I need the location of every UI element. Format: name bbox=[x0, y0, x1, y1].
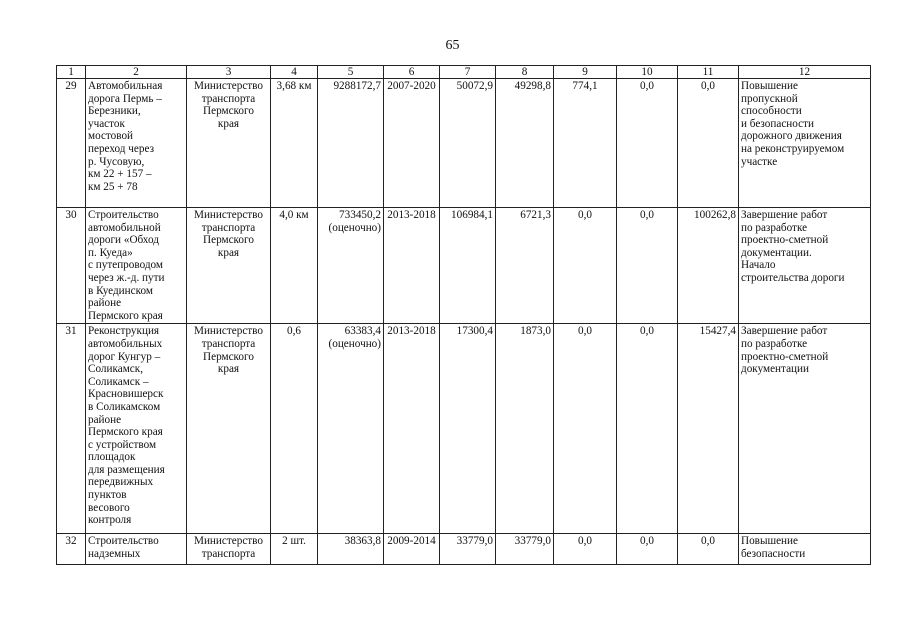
estimated-cost: 38363,8 bbox=[318, 534, 384, 565]
value-col8: 49298,8 bbox=[496, 79, 554, 208]
object-name: Автомобильная дорога Пермь – Березники, участок мостовой переход через р. Чусовую, км 22 + 157 – км 25 + 78 bbox=[86, 79, 187, 208]
value-col10: 0,0 bbox=[617, 79, 678, 208]
value-col8: 6721,3 bbox=[496, 208, 554, 324]
value-col7: 50072,9 bbox=[440, 79, 496, 208]
value-col11: 0,0 bbox=[678, 534, 739, 565]
value-col9: 774,1 bbox=[554, 79, 617, 208]
value-col11: 15427,4 bbox=[678, 324, 739, 534]
estimated-cost: 63383,4 (оценочно) bbox=[318, 324, 384, 534]
value-col10: 0,0 bbox=[617, 208, 678, 324]
object-name: Строительство автомобильной дороги «Обход п. Куеда» с путепроводом через ж.-д. пути в Куединском районе Пермского края bbox=[86, 208, 187, 324]
object-name: Строительство надземных bbox=[86, 534, 187, 565]
column-number: 7 bbox=[440, 66, 496, 79]
object-name: Реконструкция автомобильных дорог Кунгур – Соликамск, Соликамск – Красновишерск в Соликамском районе Пермского края с устройством площадок для размещения передвижных пунктов весового контроля bbox=[86, 324, 187, 534]
capacity: 3,68 км bbox=[271, 79, 318, 208]
column-number: 6 bbox=[384, 66, 440, 79]
table-row bbox=[57, 208, 871, 324]
estimated-cost: 9288172,7 bbox=[318, 79, 384, 208]
period: 2009-2014 bbox=[384, 534, 440, 565]
responsible-agency: Министерство транспорта Пермского края bbox=[187, 79, 271, 208]
expected-result: Повышение безопасности bbox=[739, 534, 871, 565]
column-number: 9 bbox=[554, 66, 617, 79]
capacity: 2 шт. bbox=[271, 534, 318, 565]
column-number: 8 bbox=[496, 66, 554, 79]
investment-table bbox=[56, 65, 871, 565]
responsible-agency: Министерство транспорта bbox=[187, 534, 271, 565]
period: 2007-2020 bbox=[384, 79, 440, 208]
value-col9: 0,0 bbox=[554, 324, 617, 534]
column-number: 2 bbox=[86, 66, 187, 79]
expected-result: Завершение работ по разработке проектно-сметной документации bbox=[739, 324, 871, 534]
column-number: 3 bbox=[187, 66, 271, 79]
column-number: 5 bbox=[318, 66, 384, 79]
responsible-agency: Министерство транспорта Пермского края bbox=[187, 208, 271, 324]
expected-result: Завершение работ по разработке проектно-сметной документации. Начало строительства дороги bbox=[739, 208, 871, 324]
value-col11: 100262,8 bbox=[678, 208, 739, 324]
responsible-agency: Министерство транспорта Пермского края bbox=[187, 324, 271, 534]
value-col7: 33779,0 bbox=[440, 534, 496, 565]
value-col8: 33779,0 bbox=[496, 534, 554, 565]
value-col8: 1873,0 bbox=[496, 324, 554, 534]
page-number: 65 bbox=[445, 38, 460, 53]
column-number: 4 bbox=[271, 66, 318, 79]
value-col11: 0,0 bbox=[678, 79, 739, 208]
column-number: 11 bbox=[678, 66, 739, 79]
row-number: 31 bbox=[57, 324, 86, 534]
column-number: 1 bbox=[57, 66, 86, 79]
capacity: 0,6 bbox=[271, 324, 318, 534]
estimated-cost: 733450,2 (оценочно) bbox=[318, 208, 384, 324]
period: 2013-2018 bbox=[384, 208, 440, 324]
value-col10: 0,0 bbox=[617, 324, 678, 534]
expected-result: Повышение пропускной способности и безопасности дорожного движения на реконструируемом участке bbox=[739, 79, 871, 208]
table-row bbox=[57, 324, 871, 534]
value-col7: 17300,4 bbox=[440, 324, 496, 534]
table-row bbox=[57, 79, 871, 208]
value-col9: 0,0 bbox=[554, 534, 617, 565]
value-col9: 0,0 bbox=[554, 208, 617, 324]
column-number: 12 bbox=[739, 66, 871, 79]
period: 2013-2018 bbox=[384, 324, 440, 534]
column-number-row bbox=[57, 66, 871, 79]
table-row bbox=[57, 534, 871, 565]
value-col10: 0,0 bbox=[617, 534, 678, 565]
row-number: 32 bbox=[57, 534, 86, 565]
capacity: 4,0 км bbox=[271, 208, 318, 324]
row-number: 30 bbox=[57, 208, 86, 324]
column-number: 10 bbox=[617, 66, 678, 79]
row-number: 29 bbox=[57, 79, 86, 208]
value-col7: 106984,1 bbox=[440, 208, 496, 324]
